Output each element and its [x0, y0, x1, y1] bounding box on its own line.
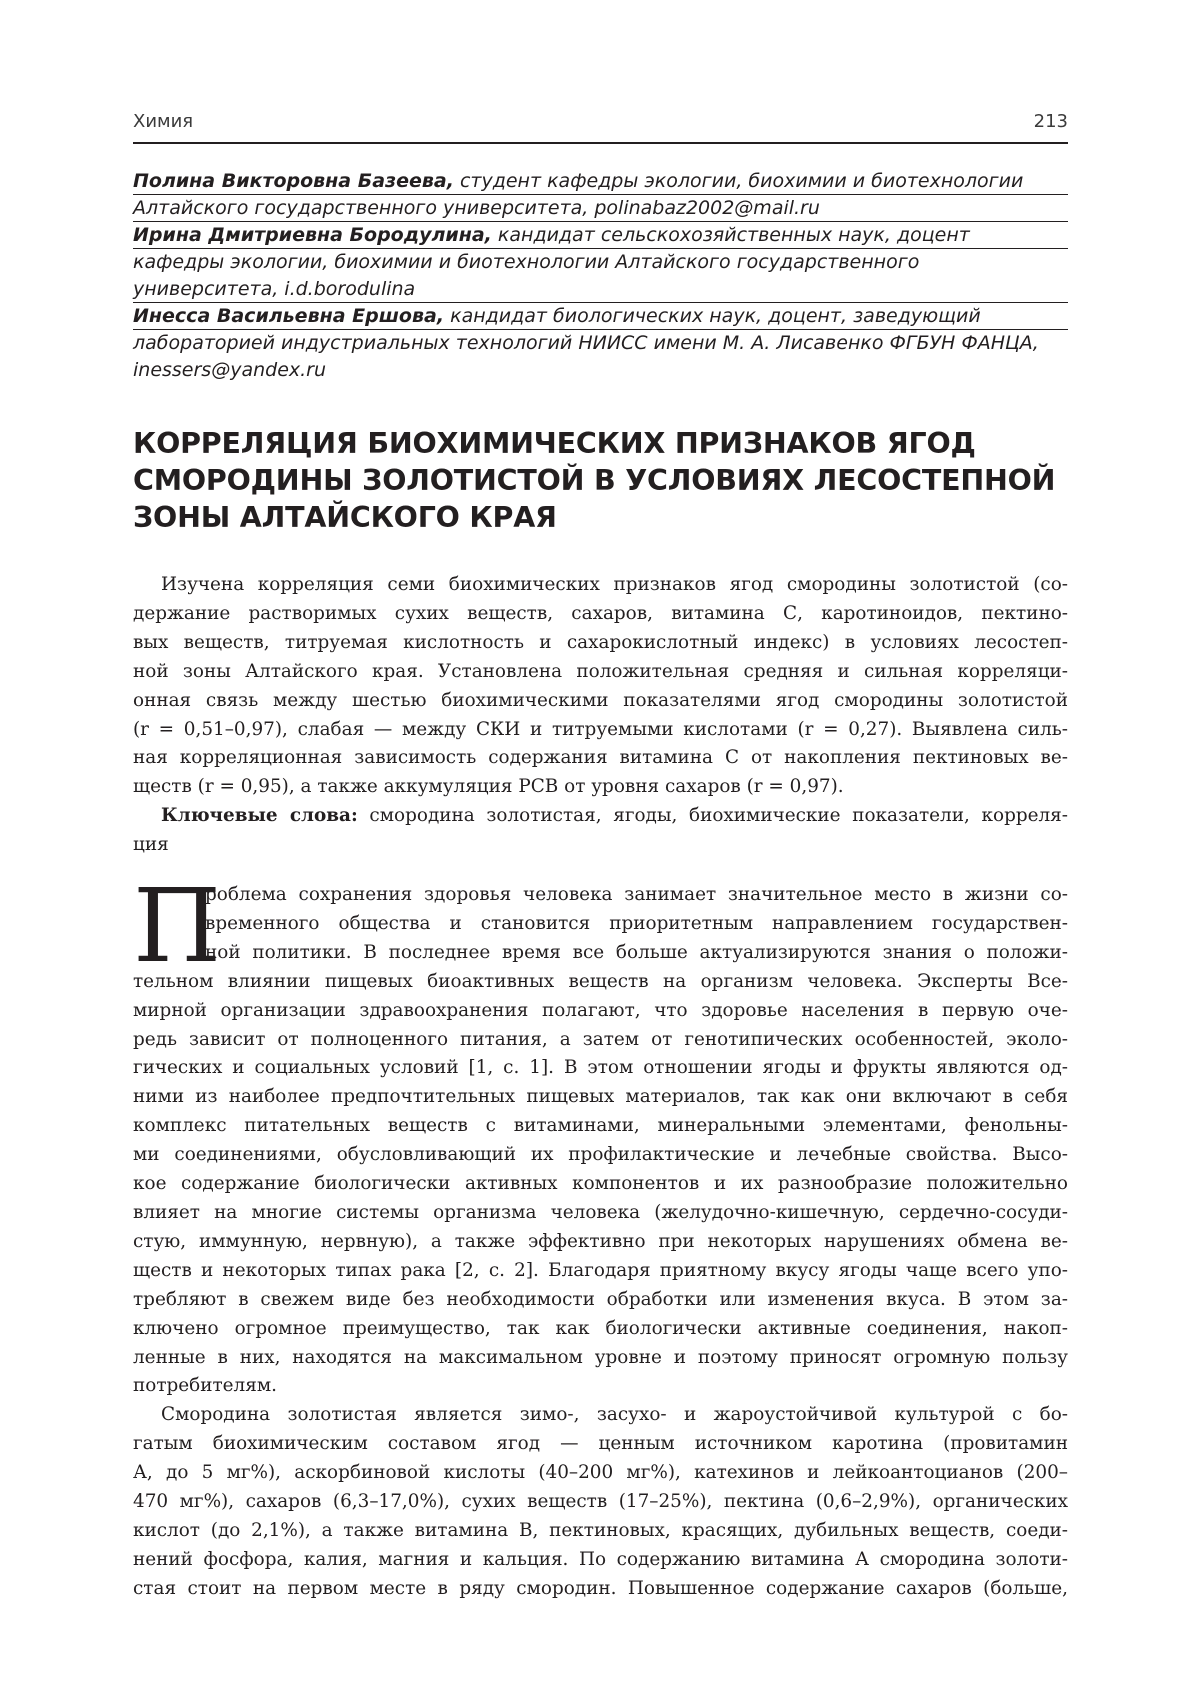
title-line: КОРРЕЛЯЦИЯ БИОХИМИЧЕСКИХ ПРИЗНАКОВ ЯГОД — [133, 427, 976, 460]
body-line: ми соединениями, обусловливающий их профилактические и лечебные свойства. Высо- — [133, 1144, 1068, 1166]
author-info — [133, 168, 1068, 384]
body-line: ними из наиболее предпочтительных пищевых материалов, так как они включают в себя — [133, 1086, 1068, 1108]
body-line: временного общества и становится приоритетным направлением государствен- — [205, 912, 1068, 934]
body-line: А, до 5 мг%), аскорбиновой кислоты (40–200 мг%), катехинов и лейкоантоцианов (200– — [133, 1462, 1068, 1484]
author-name: Ирина Дмитриевна Бородулина, — [133, 224, 492, 246]
author-affiliation: лабораторией индустриальных технологий НИИСС имени М. А. Лисавенко ФГБУН ФАНЦА, — [133, 332, 1039, 354]
abstract-line: держание растворимых сухих веществ, сахаров, витамина С, каротиноидов, пектино- — [133, 602, 1068, 624]
author-line — [133, 357, 1068, 384]
abstract-line: онная связь между шестью биохимическими показателями ягод смородины золотистой — [133, 689, 1068, 711]
body-line: редь зависит от полноценного питания, а затем от генотипических особенностей, эколо- — [133, 1028, 1068, 1050]
body-line: роблема сохранения здоровья человека занимает значительное место в жизни со- — [205, 884, 1068, 905]
body-line: влияет на многие системы организма человека (желудочно-кишечную, сердечно-сосуди- — [133, 1201, 1068, 1223]
author-1 — [133, 168, 1068, 222]
keywords-label: Ключевые слова: — [161, 805, 358, 827]
body-line: 470 мг%), сахаров (6,3–17,0%), сухих веществ (17–25%), пектина (0,6–2,9%), органических — [133, 1491, 1068, 1513]
body-line: Смородина золотистая является зимо-, засухо- и жароустойчивой культурой с бо- — [161, 1404, 1068, 1426]
author-affiliation: студент кафедры экологии, биохимии и биотехнологии — [453, 170, 1024, 192]
body-line: гических и социальных условий [1, с. 1]. В этом отношении ягоды и фрукты являются од- — [133, 1057, 1068, 1079]
body-line: стая стоит на первом месте в ряду смородин. Повышенное содержание сахаров (больше, — [133, 1577, 1068, 1599]
author-affiliation: университета, i.d.borodulina — [133, 278, 416, 300]
body-line: гатым биохимическим составом ягод — ценным источником каротина (провитамин — [133, 1433, 1068, 1455]
author-line — [133, 303, 1068, 330]
body-line: стую, иммунную, нервную), а также эффективно при некоторых нарушениях обмена ве- — [133, 1230, 1068, 1252]
keywords-line — [133, 802, 1068, 831]
body-line: нений фосфора, калия, магния и кальция. По содержанию витамина А смородина золоти- — [133, 1548, 1068, 1570]
running-header — [133, 111, 1068, 137]
author-line — [133, 222, 1068, 249]
abstract — [133, 571, 1068, 860]
author-affiliation: кандидат биологических наук, доцент, заведующий — [444, 305, 981, 327]
article-title — [133, 425, 1068, 536]
body-line: ществ и некоторых типах рака [2, с. 2]. Благодаря приятному вкусу ягоды чаще всего упо- — [133, 1259, 1068, 1281]
paragraph-1 — [133, 968, 1068, 1402]
body-line: ключено огромное преимущество, так как биологически активные соединения, накоп- — [133, 1317, 1068, 1339]
author-line — [133, 249, 1068, 276]
author-name: Инесса Васильевна Ершова, — [133, 305, 445, 327]
author-line — [133, 168, 1068, 195]
title-line: СМОРОДИНЫ ЗОЛОТИСТОЙ В УСЛОВИЯХ ЛЕСОСТЕПНОЙ — [133, 464, 1056, 497]
keywords-line: ция — [133, 834, 169, 856]
article-body — [133, 867, 1068, 1604]
author-line — [133, 330, 1068, 357]
header-rule — [133, 142, 1068, 144]
author-line — [133, 276, 1068, 303]
author-3 — [133, 303, 1068, 384]
paragraph-2 — [133, 1401, 1068, 1603]
body-line: ленные в них, находятся на максимальном уровне и поэтому приносят огромную пользу — [133, 1346, 1068, 1368]
author-name: Полина Викторовна Базеева, — [133, 170, 454, 192]
author-affiliation: inessers@yandex.ru — [133, 359, 327, 381]
body-line: тельном влиянии пищевых биоактивных веществ на организм человека. Эксперты Все- — [133, 970, 1068, 992]
author-affiliation: Алтайского государственного университета, polinabaz2002@mail.ru — [133, 197, 820, 219]
abstract-line: Изучена корреляция семи биохимических признаков ягод смородины золотистой (со- — [161, 574, 1068, 595]
section-name: Химия — [133, 111, 194, 132]
author-affiliation: кафедры экологии, биохимии и биотехнологии Алтайского государственного — [133, 251, 920, 273]
abstract-line: ной зоны Алтайского края. Установлена положительная средняя и сильная корреляци- — [133, 660, 1068, 682]
body-line: требляют в свежем виде без необходимости обработки или изменения вкуса. В этом за- — [133, 1288, 1068, 1310]
body-line: мирной организации здравоохранения полагают, что здоровье населения в первую оче- — [133, 999, 1068, 1021]
drop-cap: П — [133, 867, 222, 985]
body-line: потребителям. — [133, 1375, 277, 1397]
body-line: ной политики. В последнее время все больше актуализируются знания о положи- — [205, 941, 1068, 963]
author-2 — [133, 222, 1068, 303]
abstract-line: (r = 0,51–0,97), слабая — между СКИ и титруемыми кислотами (r = 0,27). Выявлена силь- — [133, 718, 1068, 740]
page-number: 213 — [1033, 111, 1068, 132]
abstract-line: ществ (r = 0,95), а также аккумуляция РСВ от уровня сахаров (r = 0,97). — [133, 776, 844, 798]
abstract-line: ная корреляционная зависимость содержания витамина С от накопления пектиновых ве- — [133, 747, 1068, 769]
body-line: комплекс питательных веществ с витаминами, минеральными элементами, фенольны- — [133, 1115, 1068, 1137]
body-line: кислот (до 2,1%), а также витамина В, пектиновых, красящих, дубильных веществ, соеди- — [133, 1519, 1068, 1541]
author-line — [133, 195, 1068, 222]
abstract-line: вых веществ, титруемая кислотность и сахарокислотный индекс) в условиях лесостеп- — [133, 631, 1068, 653]
author-affiliation: кандидат сельскохозяйственных наук, доцент — [491, 224, 970, 246]
title-line: ЗОНЫ АЛТАЙСКОГО КРАЯ — [133, 501, 557, 534]
keywords-text: смородина золотистая, ягоды, биохимические показатели, корреля- — [357, 805, 1068, 827]
body-line: кое содержание биологически активных компонентов и их разнообразие положительно — [133, 1173, 1068, 1195]
